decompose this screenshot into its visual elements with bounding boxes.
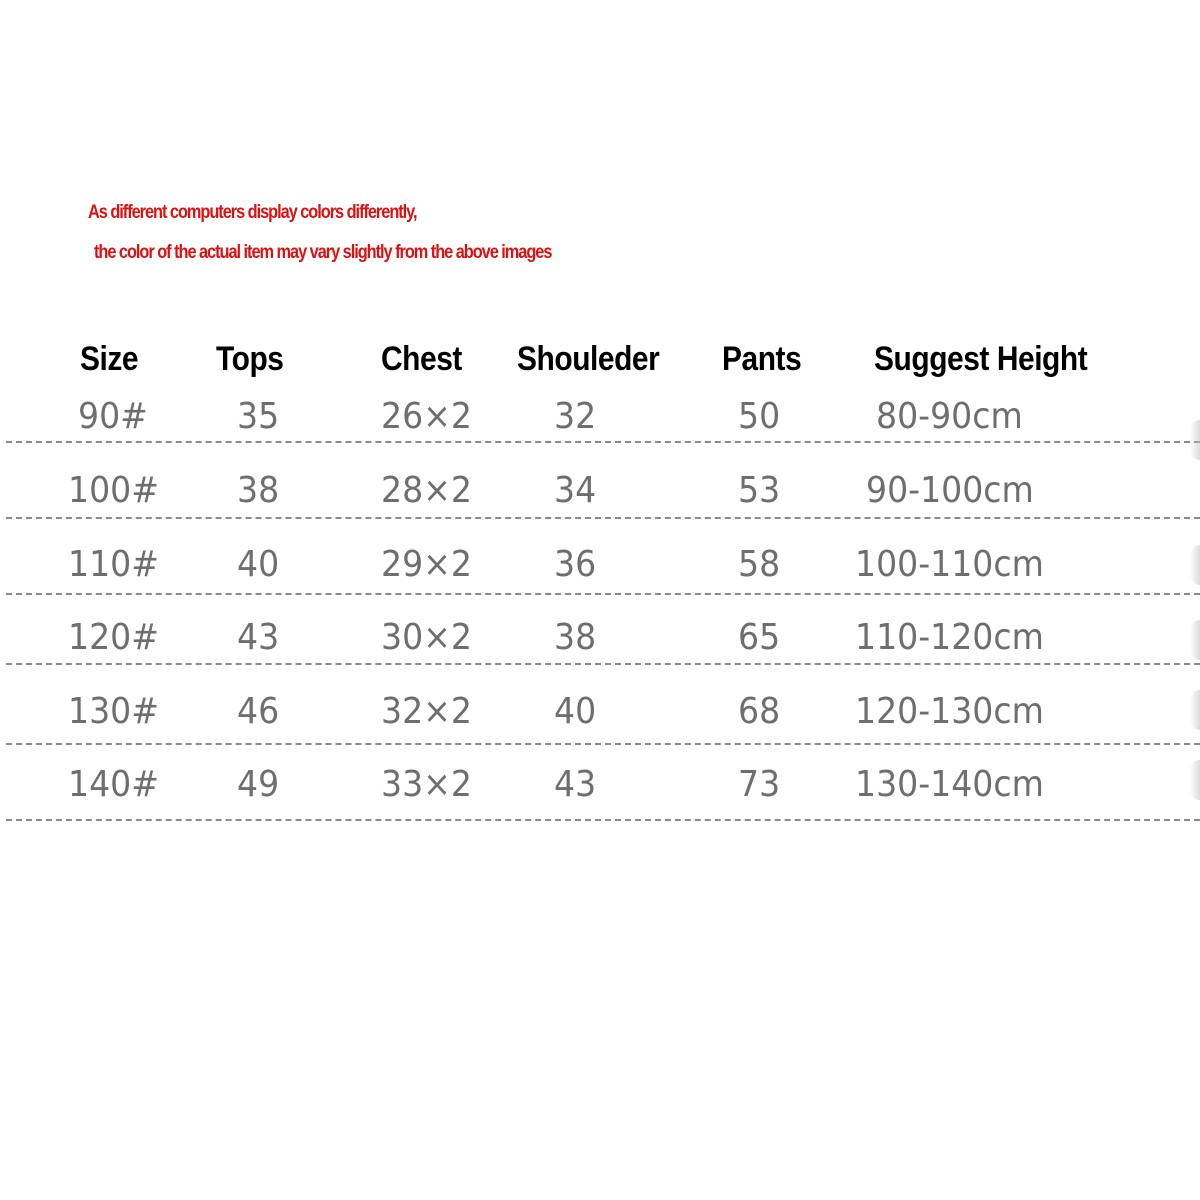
header-suggest-height: Suggest Height xyxy=(874,340,1088,378)
cell-tops: 40 xyxy=(237,544,280,585)
cell-height: 120-130cm xyxy=(855,691,1044,732)
cell-pants: 50 xyxy=(738,396,781,437)
cell-size: 90# xyxy=(78,396,148,437)
cell-tops: 35 xyxy=(237,396,280,437)
cell-height: 90-100cm xyxy=(866,470,1034,511)
table-row xyxy=(0,691,1200,765)
edge-shadow xyxy=(1190,760,1200,800)
cell-height: 110-120cm xyxy=(855,617,1044,658)
row-divider xyxy=(6,441,1200,443)
cell-pants: 53 xyxy=(738,470,781,511)
row-divider xyxy=(6,819,1200,821)
cell-shoulder: 38 xyxy=(554,617,597,658)
cell-pants: 58 xyxy=(738,544,781,585)
edge-shadow xyxy=(1190,690,1200,730)
cell-size: 110# xyxy=(68,544,159,585)
table-row xyxy=(0,764,1200,838)
cell-height: 130-140cm xyxy=(855,764,1044,805)
row-divider xyxy=(6,743,1200,745)
cell-pants: 65 xyxy=(738,617,781,658)
cell-chest: 29×2 xyxy=(381,544,472,585)
cell-tops: 38 xyxy=(237,470,280,511)
cell-chest: 30×2 xyxy=(381,617,472,658)
cell-height: 80-90cm xyxy=(876,396,1023,437)
header-tops: Tops xyxy=(216,340,284,378)
table-row xyxy=(0,617,1200,691)
cell-shoulder: 32 xyxy=(554,396,597,437)
edge-shadow xyxy=(1190,545,1200,585)
cell-size: 130# xyxy=(68,691,159,732)
cell-chest: 33×2 xyxy=(381,764,472,805)
cell-tops: 46 xyxy=(237,691,280,732)
edge-shadow xyxy=(1190,420,1200,460)
cell-shoulder: 43 xyxy=(554,764,597,805)
cell-height: 100-110cm xyxy=(855,544,1044,585)
header-pants: Pants xyxy=(722,340,802,378)
cell-chest: 28×2 xyxy=(381,470,472,511)
row-divider xyxy=(6,663,1200,665)
header-size: Size xyxy=(80,340,139,378)
color-notice-line-2: the color of the actual item may vary slightly from the above images xyxy=(94,242,552,263)
table-row xyxy=(0,396,1200,470)
edge-shadow xyxy=(1190,620,1200,660)
table-row xyxy=(0,470,1200,544)
row-divider xyxy=(6,593,1200,595)
row-divider xyxy=(6,517,1200,519)
cell-shoulder: 40 xyxy=(554,691,597,732)
cell-chest: 32×2 xyxy=(381,691,472,732)
cell-size: 140# xyxy=(68,764,159,805)
cell-shoulder: 34 xyxy=(554,470,597,511)
header-chest: Chest xyxy=(381,340,462,378)
table-row xyxy=(0,544,1200,618)
cell-tops: 49 xyxy=(237,764,280,805)
header-shoulder: Shouleder xyxy=(517,340,660,378)
cell-pants: 73 xyxy=(738,764,781,805)
cell-chest: 26×2 xyxy=(381,396,472,437)
color-notice-line-1: As different computers display colors differently, xyxy=(88,202,417,223)
cell-size: 100# xyxy=(68,470,159,511)
cell-shoulder: 36 xyxy=(554,544,597,585)
cell-tops: 43 xyxy=(237,617,280,658)
cell-size: 120# xyxy=(68,617,159,658)
cell-pants: 68 xyxy=(738,691,781,732)
